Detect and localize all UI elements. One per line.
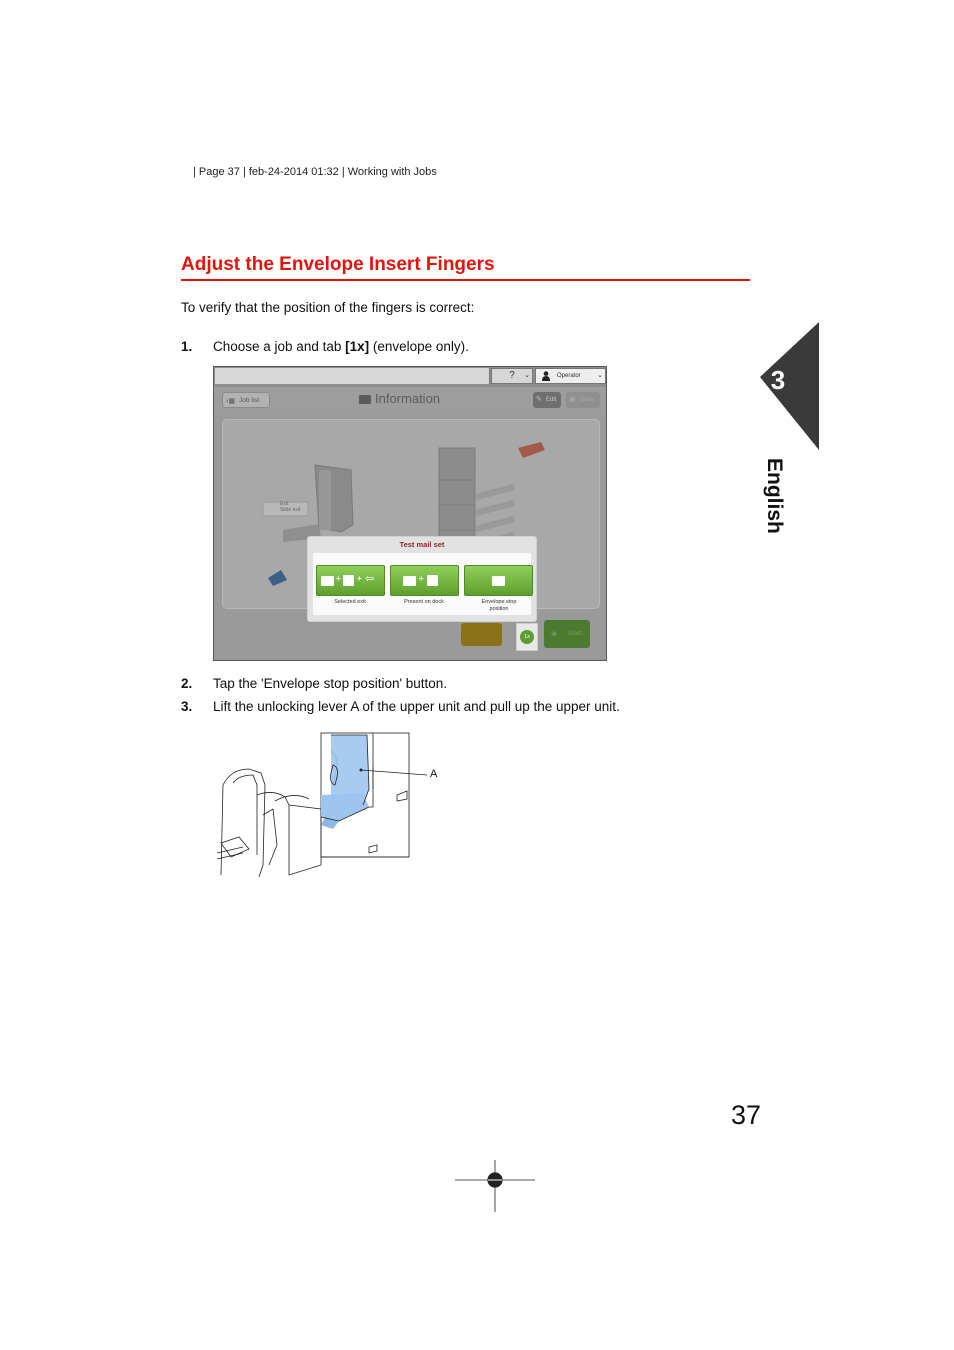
envelope-stop-position-button[interactable] (464, 565, 533, 596)
help-button[interactable] (491, 368, 533, 384)
document-icon (343, 575, 354, 586)
counter-button[interactable] (461, 623, 502, 646)
save-button[interactable] (566, 392, 600, 408)
start-button[interactable] (544, 620, 590, 648)
one-x-tab[interactable] (516, 623, 538, 651)
step-text: Choose a job and tab [1x] (envelope only). (213, 339, 469, 354)
one-x-badge: 1x (520, 630, 534, 644)
chevron-down-icon: ⌄ (597, 372, 603, 379)
plus-icon: + (336, 574, 341, 583)
exit-icon: ⇦ (365, 573, 375, 585)
user-icon (542, 371, 550, 381)
envelope-icon (359, 395, 371, 404)
exit-label: Exit Slide exit (280, 501, 301, 513)
save-icon: ▣ (569, 396, 576, 403)
chevron-down-icon: ⌄ (524, 372, 530, 379)
intro-text: To verify that the position of the fingers is correct: (181, 300, 475, 315)
present-on-deck-label: Present on deck (404, 599, 444, 605)
title-bar (214, 387, 606, 415)
step-number: 2. (181, 676, 193, 691)
screen-title-text: Information (375, 391, 441, 406)
top-bar (214, 367, 606, 387)
step-number: 3. (181, 699, 193, 714)
title-underline (181, 279, 750, 281)
operator-label: Operator (557, 373, 581, 379)
step-text: Tap the 'Envelope stop position' button. (213, 676, 448, 691)
envelope-icon (492, 576, 505, 586)
envelope-icon (321, 576, 334, 586)
edit-button[interactable] (533, 392, 561, 408)
popup-body (313, 553, 531, 615)
selected-exit-label: Selected exit (334, 599, 366, 605)
registration-mark (455, 1160, 535, 1212)
job-list-label: Job list (239, 397, 260, 404)
ui-screenshot (213, 366, 607, 661)
plus-icon: + (419, 574, 424, 583)
present-on-deck-button[interactable] (390, 565, 459, 596)
callout-a: A (430, 768, 438, 780)
envelope-icon (403, 576, 416, 586)
start-label: Start (568, 630, 582, 637)
section-title: Adjust the Envelope Insert Fingers (181, 254, 495, 275)
step-number: 1. (181, 339, 193, 354)
operator-select[interactable] (535, 368, 606, 384)
save-label: Save (580, 397, 594, 403)
screen-title (359, 391, 440, 406)
job-list-button[interactable] (222, 392, 270, 408)
step-text: Lift the unlocking lever A of the upper unit and pull up the upper unit. (213, 699, 620, 714)
test-mail-set-popup (307, 536, 537, 622)
selected-exit-button[interactable] (316, 565, 385, 596)
document-icon (427, 575, 438, 586)
start-icon: ◈ (551, 629, 558, 638)
plus-icon: + (357, 574, 362, 583)
chapter-number: 3 (770, 365, 786, 395)
pencil-icon: ✎ (536, 396, 542, 403)
envelope-stop-position-label: Envelope stop position (481, 599, 517, 612)
page-number: 37 (731, 1100, 762, 1130)
language-text: English (763, 458, 786, 534)
page-header: | Page 37 | feb-24-2014 01:32 | Working with Jobs (193, 166, 437, 178)
status-field (215, 368, 490, 384)
edit-label: Edit (546, 397, 557, 403)
popup-title: Test mail set (399, 540, 445, 549)
language-label (752, 458, 802, 544)
question-icon: ? (509, 370, 515, 381)
upper-unit-drawing (213, 725, 443, 880)
back-arrow-icon: ‹▦ (226, 398, 235, 405)
